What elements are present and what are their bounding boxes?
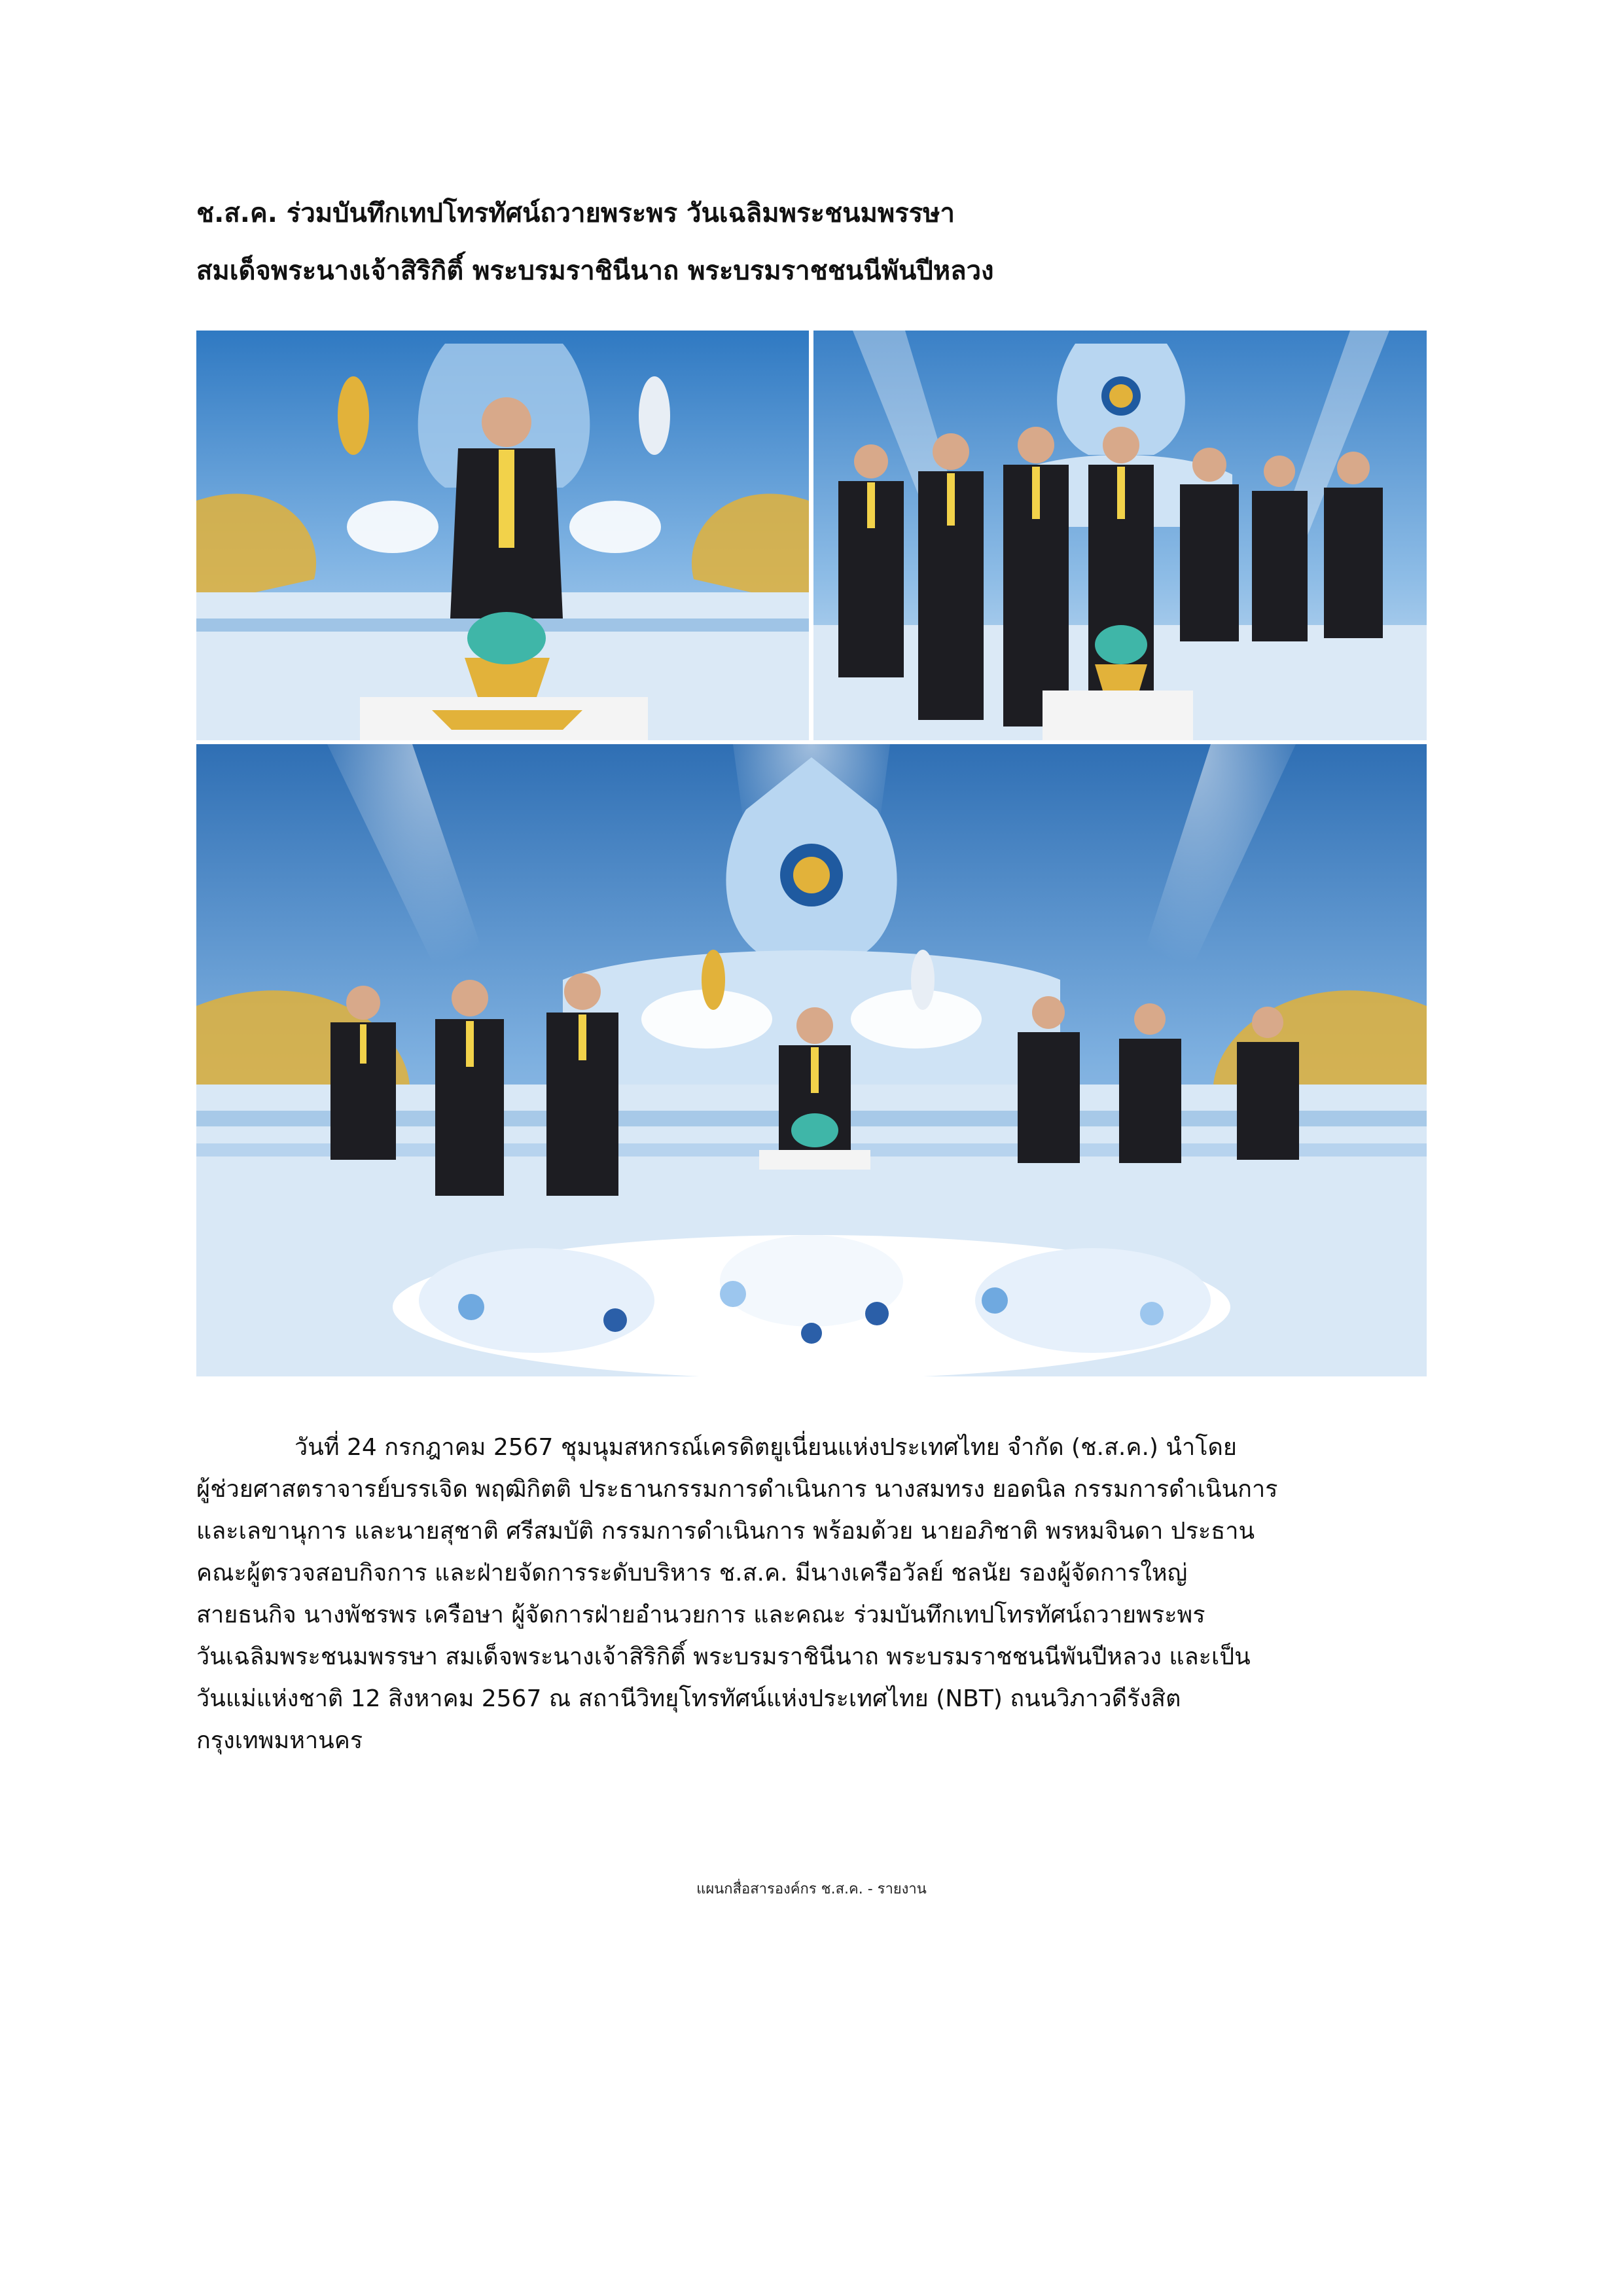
body-line: วันที่ 24 กรกฎาคม 2567 ชุมนุมสหกรณ์เครดิตยูเนี่ยนแห่งประเทศไทย จำกัด (ช.ส.ค.) นำโดย xyxy=(294,1434,1238,1461)
body-line: สายธนกิจ นางพัชรพร เครือษา ผู้จัดการฝ่ายอำนวยการ และคณะ ร่วมบันทึกเทปโทรทัศน์ถวายพระพร xyxy=(196,1602,1205,1628)
body-line: คณะผู้ตรวจสอบกิจการ และฝ่ายจัดการระดับบริหาร ช.ส.ค. มีนางเครือวัลย์ ชลนัย รองผู้จัดการใหญ่ xyxy=(196,1560,1188,1587)
photo-stage-wide xyxy=(196,744,1427,1376)
body-line: และเลขานุการ และนายสุชาติ ศรีสมบัติ กรรมการดำเนินการ พร้อมด้วย นายอภิชาติ พรหมจินดา ประธาน xyxy=(196,1518,1255,1545)
title-line-2: สมเด็จพระนางเจ้าสิริกิติ์ พระบรมราชินีนาถ พระบรมราชชนนีพันปีหลวง xyxy=(196,256,994,286)
photo-single-speaker xyxy=(196,331,809,740)
body-line: ผู้ช่วยศาสตราจารย์บรรเจิด พฤฒิกิตติ ประธานกรรมการดำเนินการ นางสมทรง ยอดนิล กรรมการดำเนินการ xyxy=(196,1476,1278,1503)
article-title xyxy=(196,185,1440,300)
photo-group-close-image xyxy=(813,331,1427,740)
article-body xyxy=(196,1427,1427,1762)
photo-group-close xyxy=(813,331,1427,740)
report-footer: แผนกสื่อสารองค์กร ช.ส.ค. - รายงาน xyxy=(696,1881,927,1897)
body-line: วันแม่แห่งชาติ 12 สิงหาคม 2567 ณ สถานีวิทยุโทรทัศน์แห่งประเทศไทย (NBT) ถนนวิภาวดีรังสิต xyxy=(196,1685,1181,1712)
body-line: กรุงเทพมหานคร xyxy=(196,1727,363,1754)
body-line: วันเฉลิมพระชนมพรรษา สมเด็จพระนางเจ้าสิริกิติ์ พระบรมราชินีนาถ พระบรมราชชนนีพันปีหลวง และเป็น xyxy=(196,1643,1251,1670)
photo-single-speaker-image xyxy=(196,331,809,740)
photo-stage-wide-image xyxy=(196,744,1427,1376)
title-line-1: ช.ส.ค. ร่วมบันทึกเทปโทรทัศน์ถวายพระพร วันเฉลิมพระชนมพรรษา xyxy=(196,198,955,228)
